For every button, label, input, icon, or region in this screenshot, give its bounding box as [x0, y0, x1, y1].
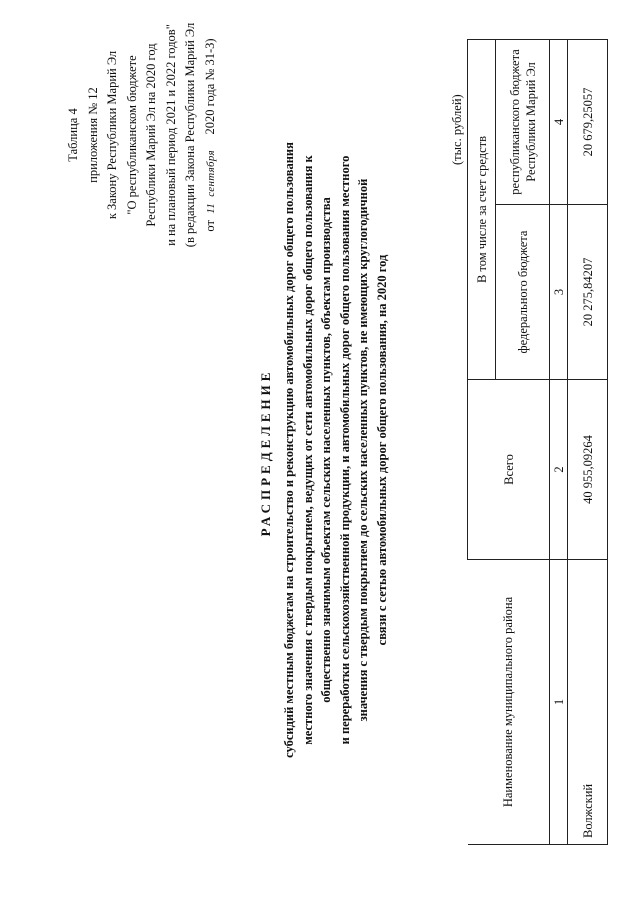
- document-subtitle: [280, 55, 392, 845]
- header-block: [64, 0, 221, 275]
- cell-district: Волжский: [568, 560, 608, 845]
- date-prefix: от: [202, 220, 217, 232]
- col2-header: Всего: [468, 380, 550, 560]
- units-label: (тыс. рублей): [450, 94, 464, 165]
- date-day: 11: [204, 202, 217, 214]
- subtitle-line: общественно значимым объектам сельских населенных пунктов, объектам производства: [319, 197, 334, 703]
- data-table: [467, 39, 608, 845]
- document-title: РАСПРЕДЕЛЕНИЕ: [258, 368, 273, 537]
- cell-republic: 20 679,25057: [568, 40, 608, 205]
- col-number: 1: [550, 560, 568, 845]
- col-number: 2: [550, 380, 568, 560]
- date-month: сентября: [204, 150, 217, 197]
- header-line: (в редакции Закона Республики Марий Эл: [183, 22, 197, 248]
- subtitle-line: связи с сетью автомобильных дорог общего пользования, на 2020 год: [374, 254, 389, 646]
- col1-header: Наименование муниципального района: [468, 560, 550, 845]
- subtitle-line: значения с твердым покрытием до сельских населенных пунктов, не имеющих круглогодичной: [356, 178, 371, 722]
- header-line: "О республиканском бюджете: [124, 55, 139, 215]
- table-number-row: [550, 40, 568, 845]
- subtitle-line: местного значения с твердым покрытием, ведущих от сети автомобильных дорог общего пользования к: [300, 155, 315, 745]
- header-line: Таблица 4: [66, 108, 80, 162]
- header-date-line: [201, 0, 222, 275]
- subtitle-line: субсидий местным бюджетам на строительство и реконструкцию автомобильных дорог общего пользования: [282, 142, 296, 758]
- header-line: Республики Марий Эл на 2020 год: [144, 43, 158, 227]
- cell-federal: 20 275,84207: [568, 205, 608, 380]
- group-header: В том числе за счет средств: [468, 40, 496, 380]
- col3-header: федерального бюджета: [496, 205, 550, 380]
- col4-header: республиканского бюджета Республики Марий Эл: [496, 40, 550, 205]
- col-number: 3: [550, 205, 568, 380]
- table-header-row: [468, 40, 496, 845]
- table-row: [568, 40, 608, 845]
- header-line: и на плановый период 2021 и 2022 годов": [163, 24, 178, 246]
- date-rest: 2020 года № 31-З): [202, 38, 217, 135]
- subtitle-line: и переработки сельскохозяйственной продукции, и автомобильных дорог общего пользования местного: [337, 155, 352, 745]
- cell-total: 40 955,09264: [568, 380, 608, 560]
- header-line: приложения № 12: [85, 87, 100, 183]
- header-line: к Закону Республики Марий Эл: [105, 50, 119, 220]
- col-number: 4: [550, 40, 568, 205]
